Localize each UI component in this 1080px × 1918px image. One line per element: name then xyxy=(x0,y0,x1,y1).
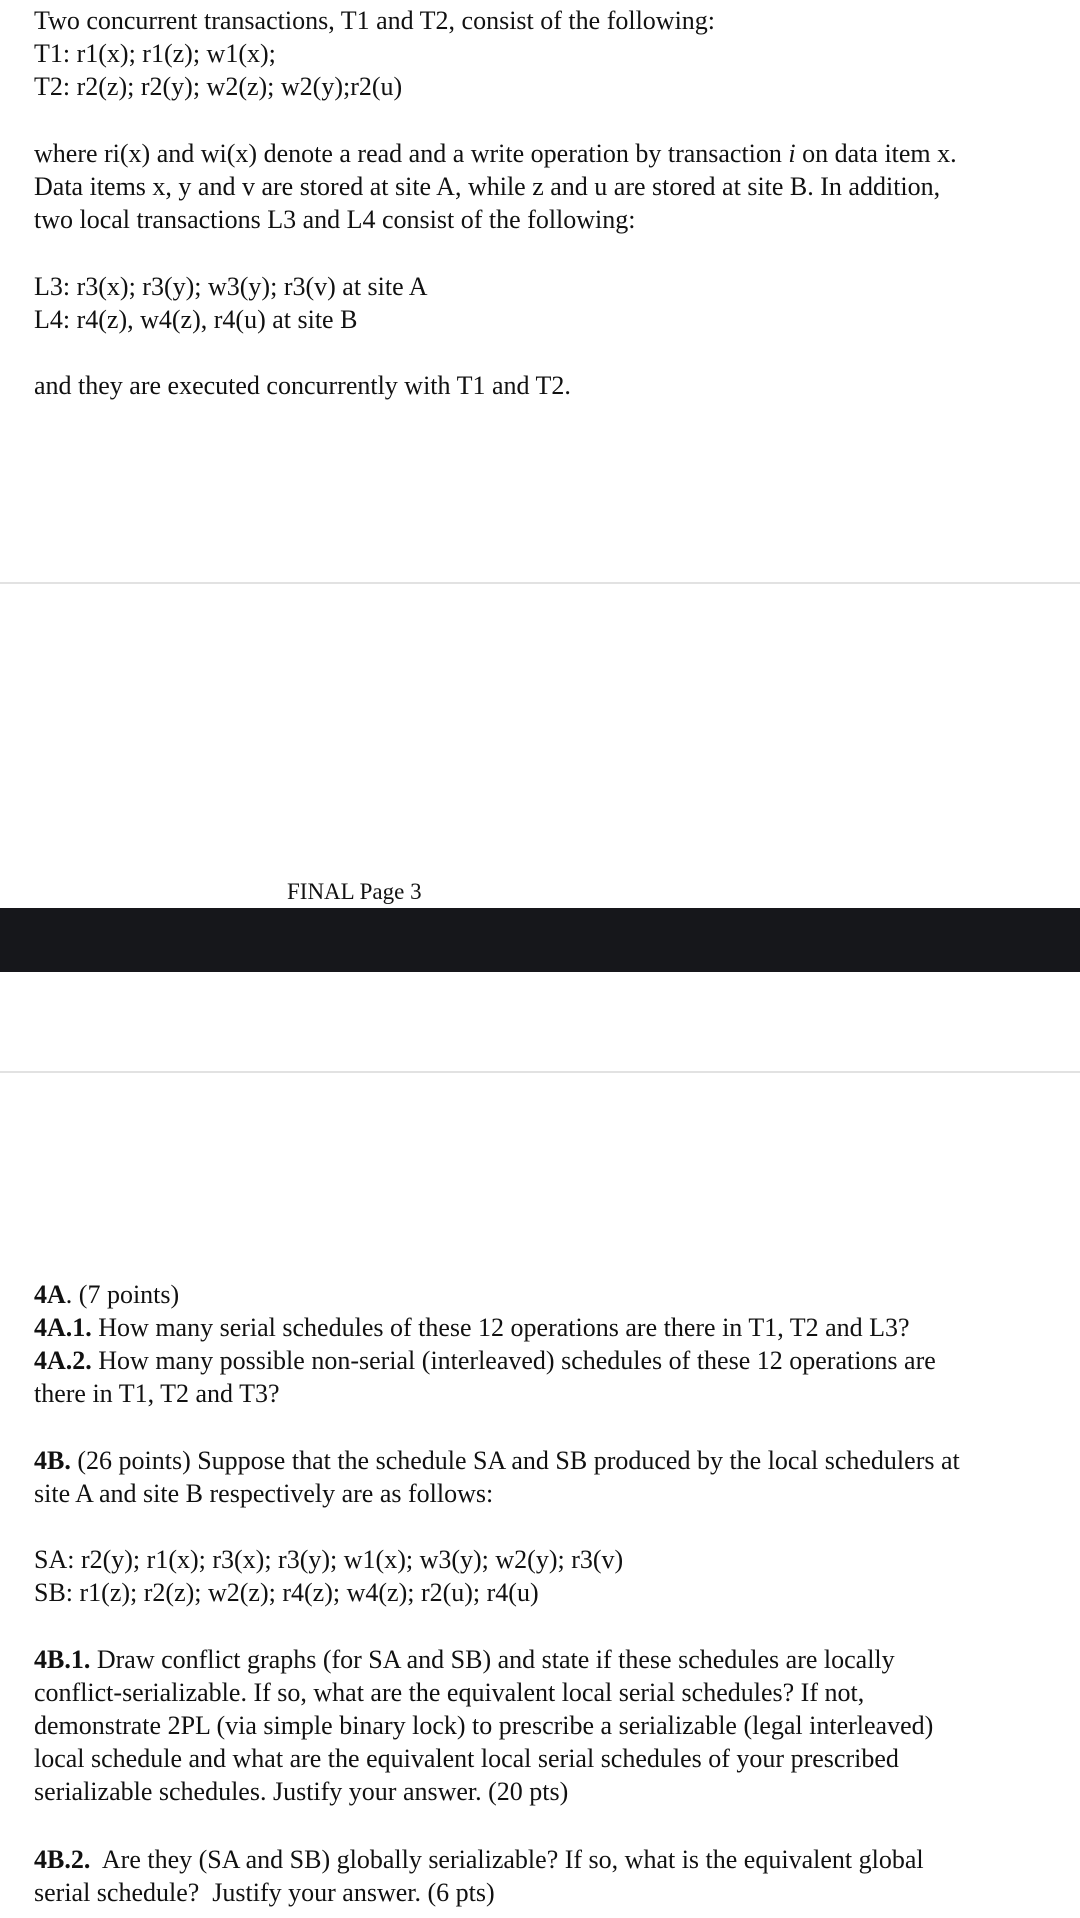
q4a2: 4A.2. How many possible non-serial (interleaved) schedules of these 12 operations are xyxy=(34,1346,936,1375)
l3-line: L3: r3(x); r3(y); w3(y); r3(v) at site A xyxy=(34,272,428,301)
local-transactions xyxy=(34,270,1074,336)
divider xyxy=(0,1071,1080,1073)
q4b-continued: site A and site B respectively are as follows: xyxy=(34,1479,494,1508)
q4b1-line-3: demonstrate 2PL (via simple binary lock) to prescribe a serializable (legal interleaved) xyxy=(34,1711,934,1740)
q4b2-line-2: serial schedule? Justify your answer. (6 pts) xyxy=(34,1878,495,1907)
where-paragraph xyxy=(34,137,1074,236)
q4b1-line-2: conflict-serializable. If so, what are the equivalent local serial schedules? If not, xyxy=(34,1678,865,1707)
transactions-definition xyxy=(34,4,1074,103)
question-4a xyxy=(34,1278,1074,1410)
concurrent-line: and they are executed concurrently with T1 and T2. xyxy=(34,371,571,400)
page-gap xyxy=(0,908,1080,972)
l4-line: L4: r4(z), w4(z), r4(u) at site B xyxy=(34,305,358,334)
schedule-sb: SB: r1(z); r2(z); w2(z); r4(z); w4(z); r2(u); r4(u) xyxy=(34,1578,539,1607)
intro-line: Two concurrent transactions, T1 and T2, consist of the following: xyxy=(34,6,716,35)
question-4b1 xyxy=(34,1643,1074,1808)
t1-line: T1: r1(x); r1(z); w1(x); xyxy=(34,39,276,68)
where-line-1: where ri(x) and wi(x) denote a read and a write operation by transaction i on data item x. xyxy=(34,139,957,168)
question-4b2 xyxy=(34,1843,1074,1909)
where-line-3: two local transactions L3 and L4 consist of the following: xyxy=(34,205,636,234)
q4b2-line-1: 4B.2. Are they (SA and SB) globally serializable? If so, what is the equivalent global xyxy=(34,1845,924,1874)
page-footer: FINAL Page 3 xyxy=(287,879,422,904)
schedule-sa: SA: r2(y); r1(x); r3(x); r3(y); w1(x); w3(y); w2(y); r3(v) xyxy=(34,1545,624,1574)
q4a2-continued: there in T1, T2 and T3? xyxy=(34,1379,280,1408)
question-4b xyxy=(34,1444,1074,1510)
q4a-heading: 4A. (7 points) xyxy=(34,1280,180,1309)
schedules xyxy=(34,1543,1074,1609)
q4b1-line-5: serializable schedules. Justify your answer. (20 pts) xyxy=(34,1777,569,1806)
where-line-2: Data items x, y and v are stored at site A, while z and u are stored at site B. In addition, xyxy=(34,172,941,201)
q4b-heading: 4B. (26 points) Suppose that the schedule SA and SB produced by the local schedulers at xyxy=(34,1446,960,1475)
t2-line: T2: r2(z); r2(y); w2(z); w2(y);r2(u) xyxy=(34,72,403,101)
divider xyxy=(0,582,1080,584)
q4a1: 4A.1. How many serial schedules of these 12 operations are there in T1, T2 and L3? xyxy=(34,1313,910,1342)
q4b1-line-4: local schedule and what are the equivalent local serial schedules of your prescribed xyxy=(34,1744,899,1773)
q4b1-line-1: 4B.1. Draw conflict graphs (for SA and SB) and state if these schedules are locally xyxy=(34,1645,895,1674)
